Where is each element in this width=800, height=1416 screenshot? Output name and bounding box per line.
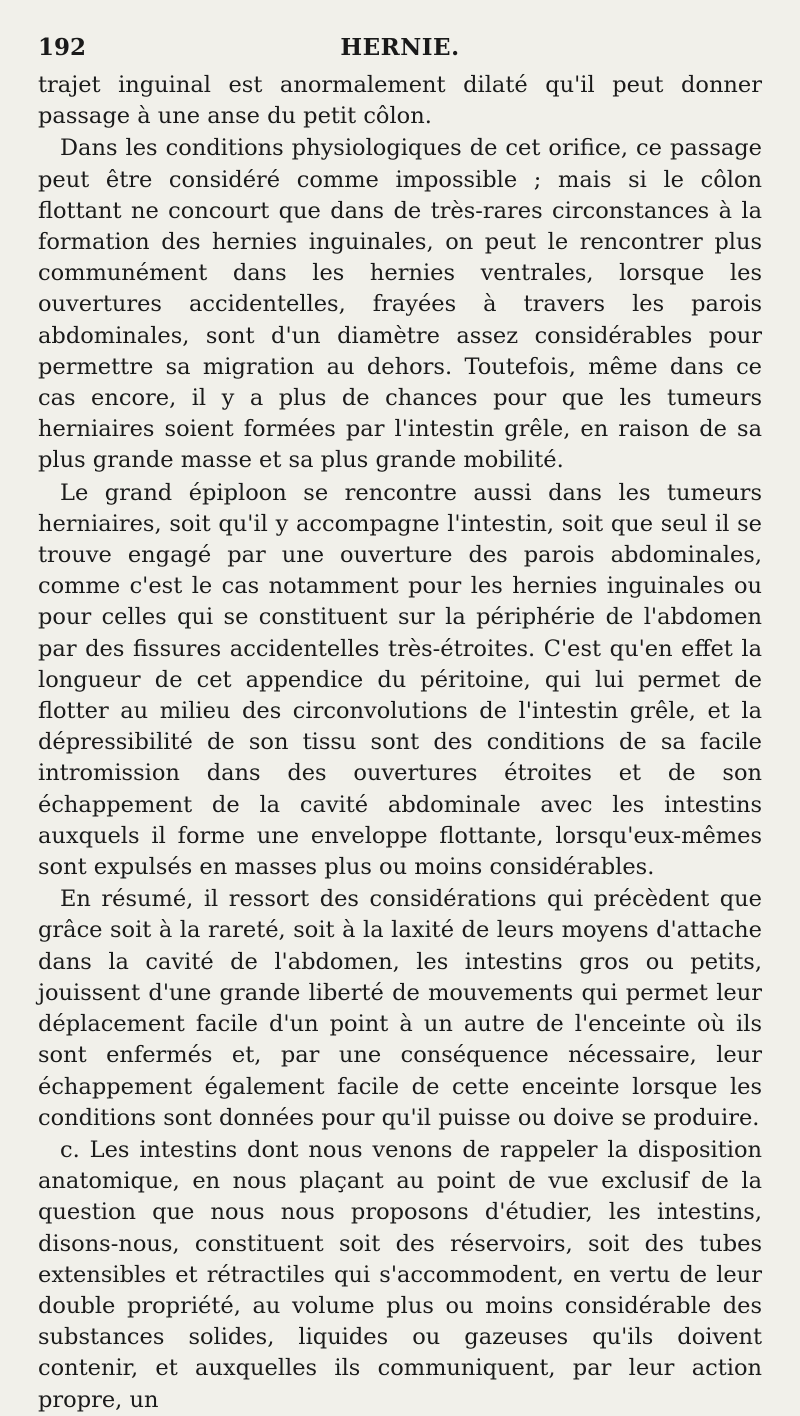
- running-title: HERNIE.: [340, 34, 460, 61]
- page-number: 192: [38, 34, 87, 61]
- paragraph: Dans les conditions physiologiques de cet orifice, ce passage peut être considéré comme impossible ; mais si le côlon flottant ne concourt que dans de très-rares circonstances à la formation des hernies inguinales, on peut le rencontrer plus communément dans les hernies ventrales, lorsque les ouvertures accidentelles, frayées à travers les parois abdominales, sont d'un diamètre assez considérables pour permettre sa migration au dehors. Toutefois, même dans ce cas encore, il y a plus de chances pour que les tumeurs herniaires soient formées par l'intestin grêle, en raison de sa plus grande masse et sa plus grande mobilité.: [38, 135, 762, 474]
- paragraph: Le grand épiploon se rencontre aussi dans les tumeurs herniaires, soit qu'il y accompagne l'intestin, soit que seul il se trouve engagé par une ouverture des parois abdominales, comme c'est le cas notamment pour les hernies inguinales ou pour celles qui se constituent sur la périphérie de l'abdomen par des fissures accidentelles très-étroites. C'est qu'en effet la longueur de cet appendice du péritoine, qui lui permet de flotter au milieu des circonvolutions de l'intestin grêle, et la dépressibilité de son tissu sont des conditions de sa facile intromission dans des ouvertures étroites et de son échappement de la cavité abdominale avec les intestins auxquels il forme une enveloppe flottante, lorsqu'eux-mêmes sont expulsés en masses plus ou moins considérables.: [38, 479, 762, 881]
- page-header: [38, 28, 762, 62]
- paragraph: trajet inguinal est anormalement dilaté qu'il peut donner passage à une anse du petit côlon.: [38, 72, 762, 130]
- body-text: [38, 70, 762, 1416]
- paragraph: En résumé, il ressort des considérations qui précèdent que grâce soit à la rareté, soit à la laxité de leurs moyens d'attache dans la cavité de l'abdomen, les intestins gros ou petits, jouissent d'une grande liberté de mouvements qui permet leur déplacement facile d'un point à un autre de l'enceinte où ils sont enfermés et, par une conséquence nécessaire, leur échappement également facile de cette enceinte lorsque les conditions sont données pour qu'il puisse ou doive se produire.: [38, 886, 762, 1131]
- paragraph: c. Les intestins dont nous venons de rappeler la disposition anatomique, en nous plaçant au point de vue exclusif de la question que nous nous proposons d'étudier, les intestins, disons-nous, constituent soit des réservoirs, soit des tubes extensibles et rétractiles qui s'accommodent, en vertu de leur double propriété, au volume plus ou moins considérable des substances solides, liquides ou gazeuses qu'ils doivent contenir, et auxquelles ils communiquent, par leur action propre, un: [38, 1136, 762, 1413]
